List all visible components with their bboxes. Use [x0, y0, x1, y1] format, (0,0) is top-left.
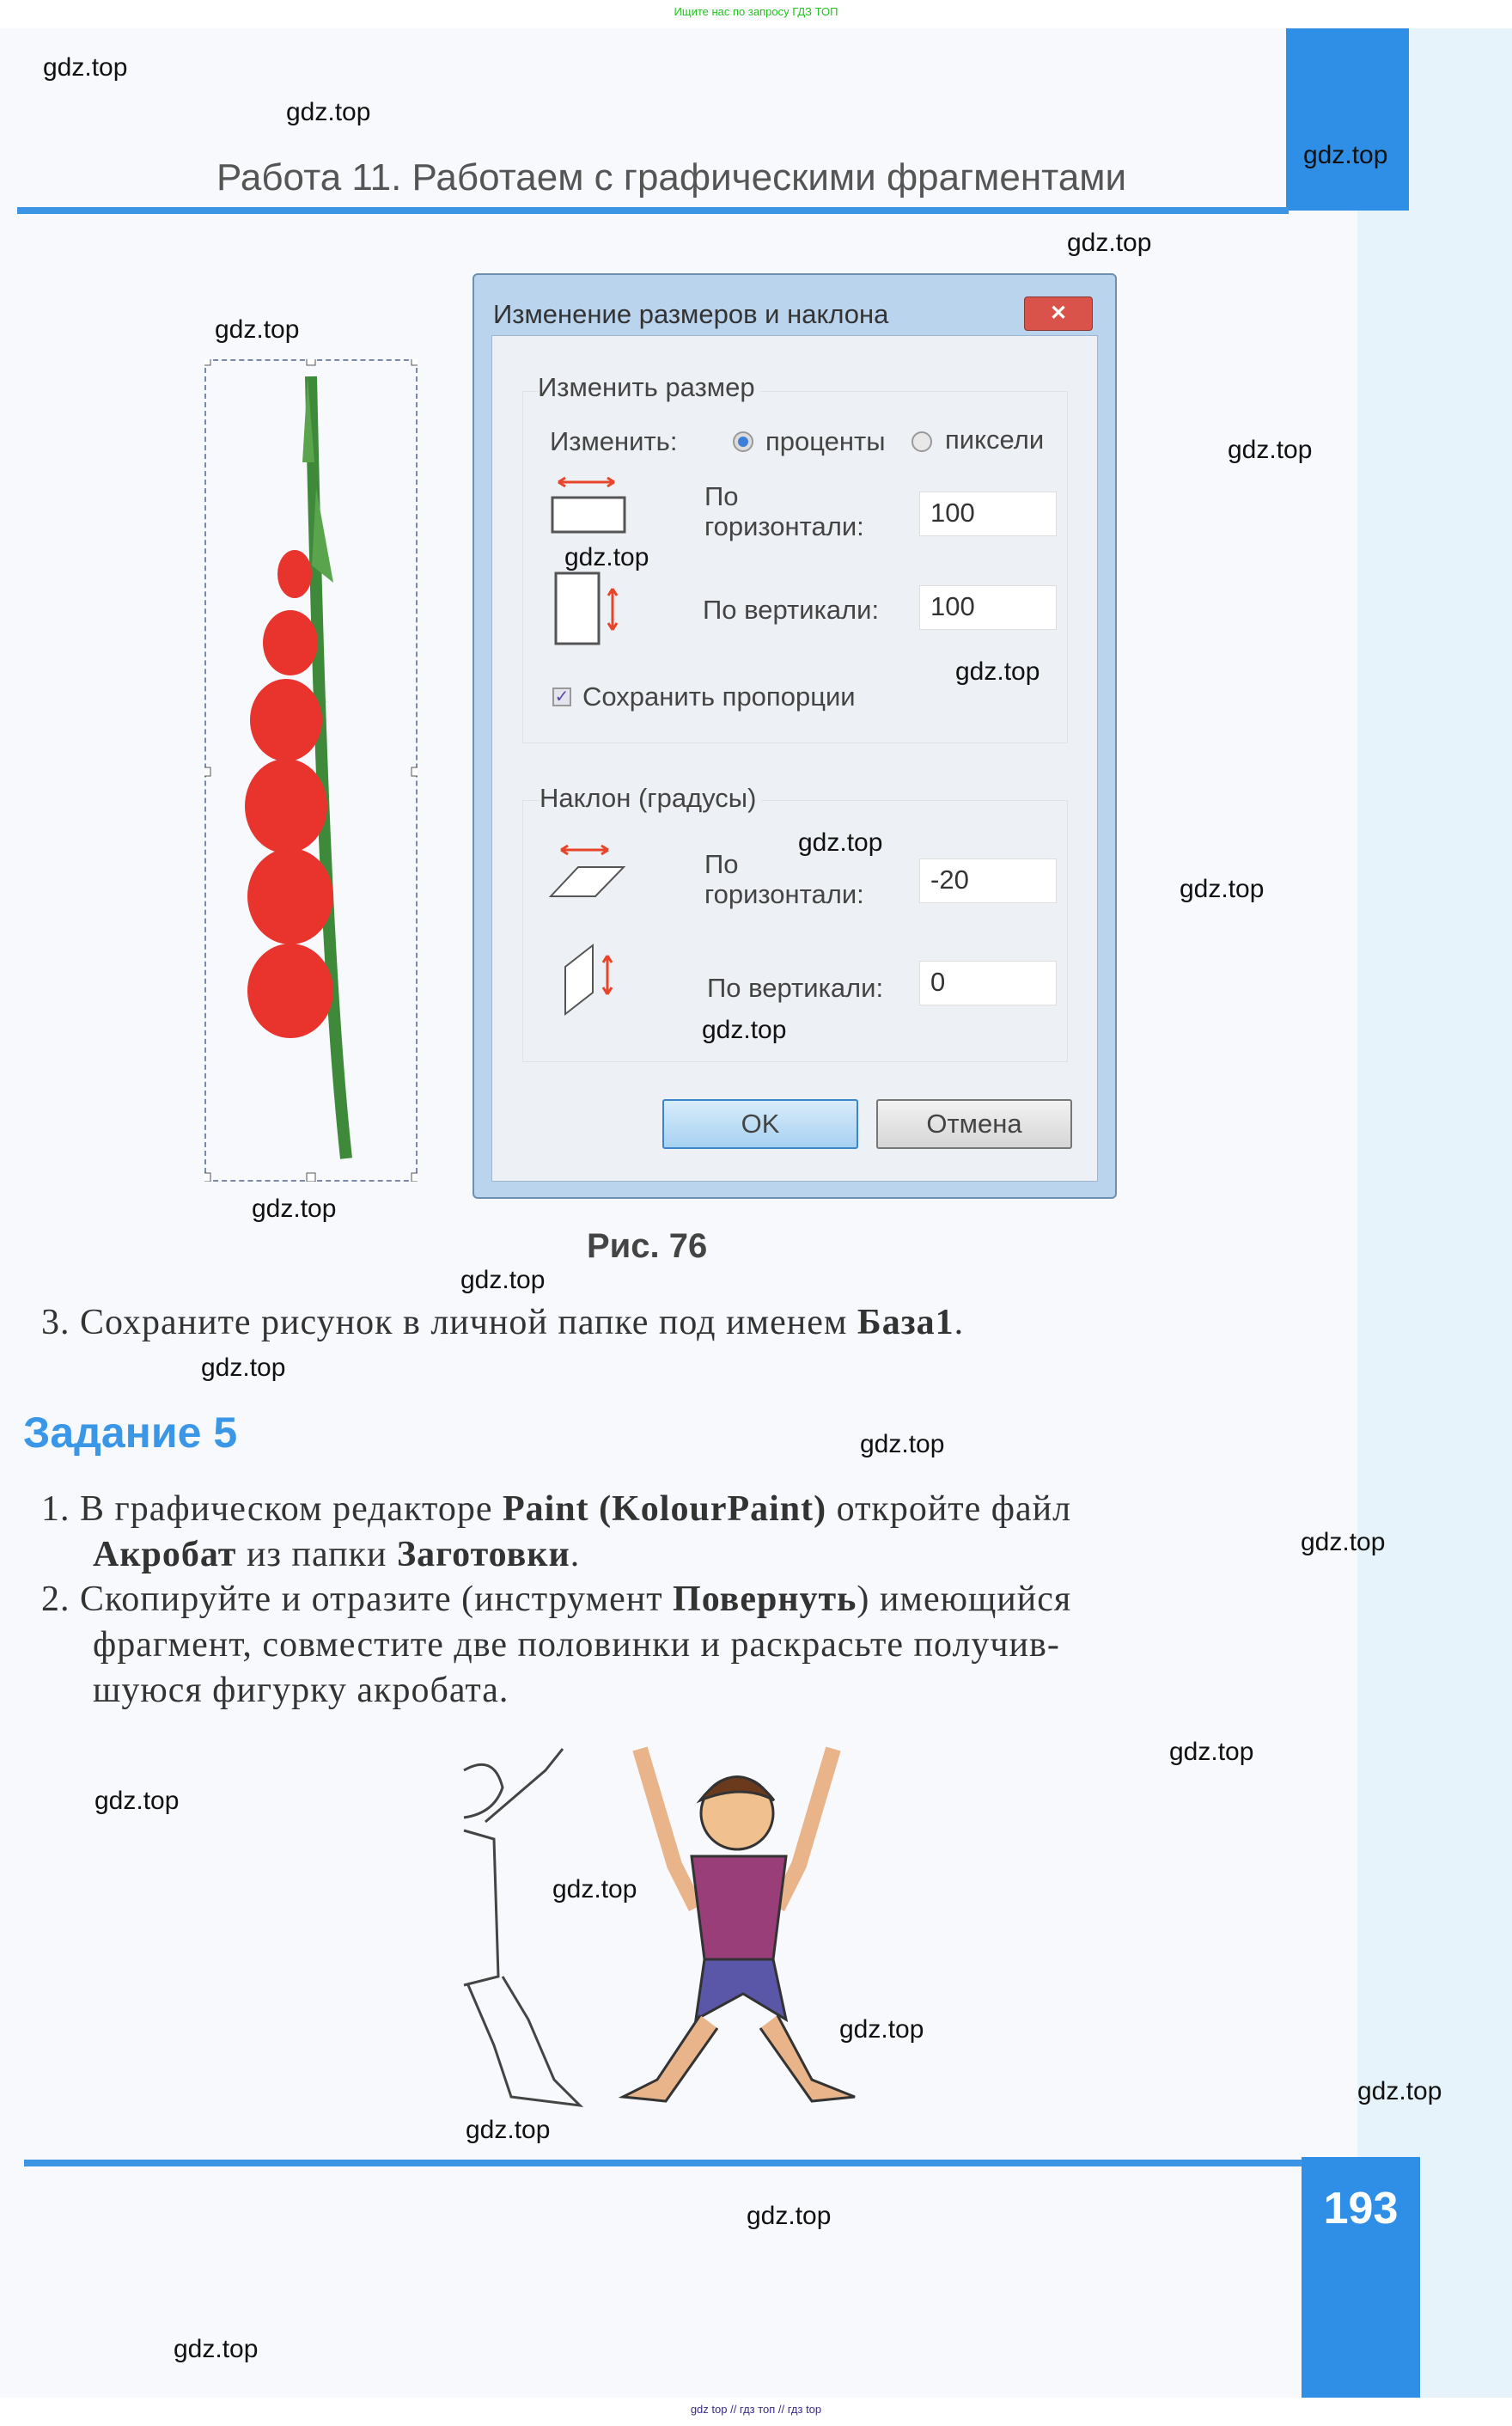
task-item-2-line-2: фрагмент, совместите две половинки и раскрасьте получив- — [93, 1625, 1060, 1665]
step-3-text: 3. Сохраните рисунок в личной папке под именем — [41, 1303, 857, 1342]
watermark: gdz.top — [466, 2116, 551, 2144]
figure-caption: Рис. 76 — [587, 1227, 708, 1265]
resize-vertical-label: По вертикали: — [703, 595, 880, 625]
watermark: gdz.top — [1180, 875, 1265, 903]
watermark: gdz.top — [798, 828, 883, 857]
item-number: 1. — [41, 1489, 70, 1529]
flower-bud — [247, 848, 333, 944]
gladiolus-image — [204, 359, 418, 1182]
watermark: gdz.top — [1169, 1738, 1254, 1766]
change-label: Изменить: — [550, 426, 678, 456]
watermark: gdz.top — [564, 543, 649, 571]
close-icon: ✕ — [1049, 302, 1068, 325]
text: ) имеющийся — [857, 1580, 1072, 1619]
resize-handle — [412, 359, 418, 365]
bold-text: Заготовки — [396, 1535, 570, 1574]
text: В графическом редакторе — [80, 1489, 503, 1529]
cancel-button[interactable]: Отмена — [876, 1099, 1072, 1149]
watermark: gdz.top — [1303, 141, 1388, 169]
watermark: gdz.top — [94, 1787, 180, 1815]
radio-pixels[interactable] — [911, 431, 932, 452]
keep-proportions-checkbox[interactable]: ✓ — [552, 687, 571, 706]
resize-skew-dialog — [472, 273, 1117, 1199]
watermark: gdz.top — [1357, 2077, 1442, 2105]
footer-links[interactable]: gdz top // гдз топ // гдз top — [690, 2403, 822, 2416]
watermark: gdz.top — [460, 1266, 546, 1294]
dialog-body — [491, 335, 1098, 1182]
resize-handle — [307, 1173, 315, 1182]
resize-section-label: Изменить размер — [538, 372, 760, 403]
ok-button[interactable]: OK — [662, 1099, 858, 1149]
watermark: gdz.top — [702, 1016, 787, 1044]
watermark: gdz.top — [286, 98, 371, 126]
flower-bud — [247, 944, 333, 1038]
vertical-resize-icon — [554, 571, 623, 647]
watermark: gdz.top — [252, 1195, 337, 1223]
watermark: gdz.top — [1228, 436, 1313, 464]
watermark: gdz.top — [552, 1875, 637, 1904]
keep-proportions-label[interactable]: Сохранить пропорции — [582, 681, 856, 712]
task-item-2 — [41, 1577, 1071, 1714]
watermark: gdz.top — [955, 657, 1040, 686]
flower-bud — [277, 550, 312, 598]
resize-handle — [204, 359, 210, 365]
header-tab — [1286, 28, 1409, 211]
flower-bud — [263, 610, 318, 675]
watermark: gdz.top — [1301, 1528, 1386, 1556]
flower-bud — [245, 759, 327, 853]
resize-handle — [204, 767, 210, 776]
bold-text: Повернуть — [673, 1580, 857, 1619]
page-number: 193 — [1323, 2184, 1399, 2234]
skew-horizontal-label-2: горизонтали: — [704, 879, 864, 909]
dialog-title: Изменение размеров и наклона — [493, 299, 889, 329]
radio-percent[interactable] — [733, 431, 753, 452]
page-title: Работа 11. Работаем с графическими фрагментами — [216, 156, 1127, 199]
text: . — [570, 1535, 581, 1574]
resize-horizontal-label-1: По — [704, 481, 739, 511]
radio-percent-label[interactable]: проценты — [765, 426, 886, 456]
watermark: gdz.top — [174, 2335, 259, 2363]
task-title: Задание 5 — [23, 1409, 238, 1457]
task-item-2-line-3: шуюся фигурку акробата. — [93, 1671, 509, 1710]
top-banner: Ищите нас по запросу ГДЗ ТОП — [674, 5, 838, 18]
task-item-2-line-1 — [41, 1577, 1071, 1622]
resize-horizontal-input[interactable]: 100 — [919, 492, 1057, 536]
resize-vertical-input[interactable]: 100 — [919, 585, 1057, 630]
watermark: gdz.top — [1067, 229, 1152, 257]
skew-group — [522, 800, 1068, 1062]
footer-divider — [24, 2160, 1304, 2166]
resize-handle — [204, 1173, 210, 1182]
skew-horizontal-input[interactable]: -20 — [919, 859, 1057, 903]
watermark: gdz.top — [839, 2015, 924, 2044]
step-3-filename: База1 — [857, 1303, 954, 1342]
resize-handle — [307, 359, 315, 365]
radio-pixels-label[interactable]: пиксели — [945, 425, 1045, 455]
skew-section-label: Наклон (градусы) — [540, 783, 761, 814]
acrobat-colored — [614, 1736, 863, 2114]
flower-bud — [250, 679, 322, 761]
watermark: gdz.top — [215, 315, 300, 344]
task-item-1-line-1 — [41, 1487, 1071, 1532]
item-number: 2. — [41, 1580, 70, 1619]
watermark: gdz.top — [747, 2202, 832, 2230]
horizontal-skew-icon — [548, 843, 634, 903]
close-button[interactable] — [1024, 296, 1093, 331]
bold-text: Акробат — [93, 1535, 237, 1574]
bold-text: Paint (KolourPaint) — [502, 1489, 827, 1529]
text: Скопируйте и отразите (инструмент — [80, 1580, 674, 1619]
text: откройте файл — [826, 1489, 1072, 1529]
header-divider — [17, 207, 1289, 214]
acrobat-half-outline — [460, 1736, 597, 2114]
skew-vertical-label: По вертикали: — [707, 973, 884, 1003]
skew-horizontal-label-1: По — [704, 849, 739, 879]
task-item-1 — [41, 1487, 1071, 1578]
resize-horizontal-label-2: горизонтали: — [704, 511, 864, 541]
horizontal-resize-icon — [548, 475, 634, 535]
resize-handle — [412, 1173, 418, 1182]
step-3 — [41, 1302, 964, 1343]
resize-handle — [412, 767, 418, 776]
skew-vertical-input[interactable]: 0 — [919, 961, 1057, 1005]
watermark: gdz.top — [43, 53, 128, 82]
text: из папки — [236, 1535, 397, 1574]
task-item-1-line-2 — [41, 1532, 1071, 1578]
watermark: gdz.top — [201, 1354, 286, 1382]
watermark: gdz.top — [860, 1430, 945, 1458]
step-3-end: . — [954, 1303, 965, 1342]
page-edge-strip — [1357, 28, 1512, 2398]
vertical-skew-icon — [563, 943, 623, 1017]
